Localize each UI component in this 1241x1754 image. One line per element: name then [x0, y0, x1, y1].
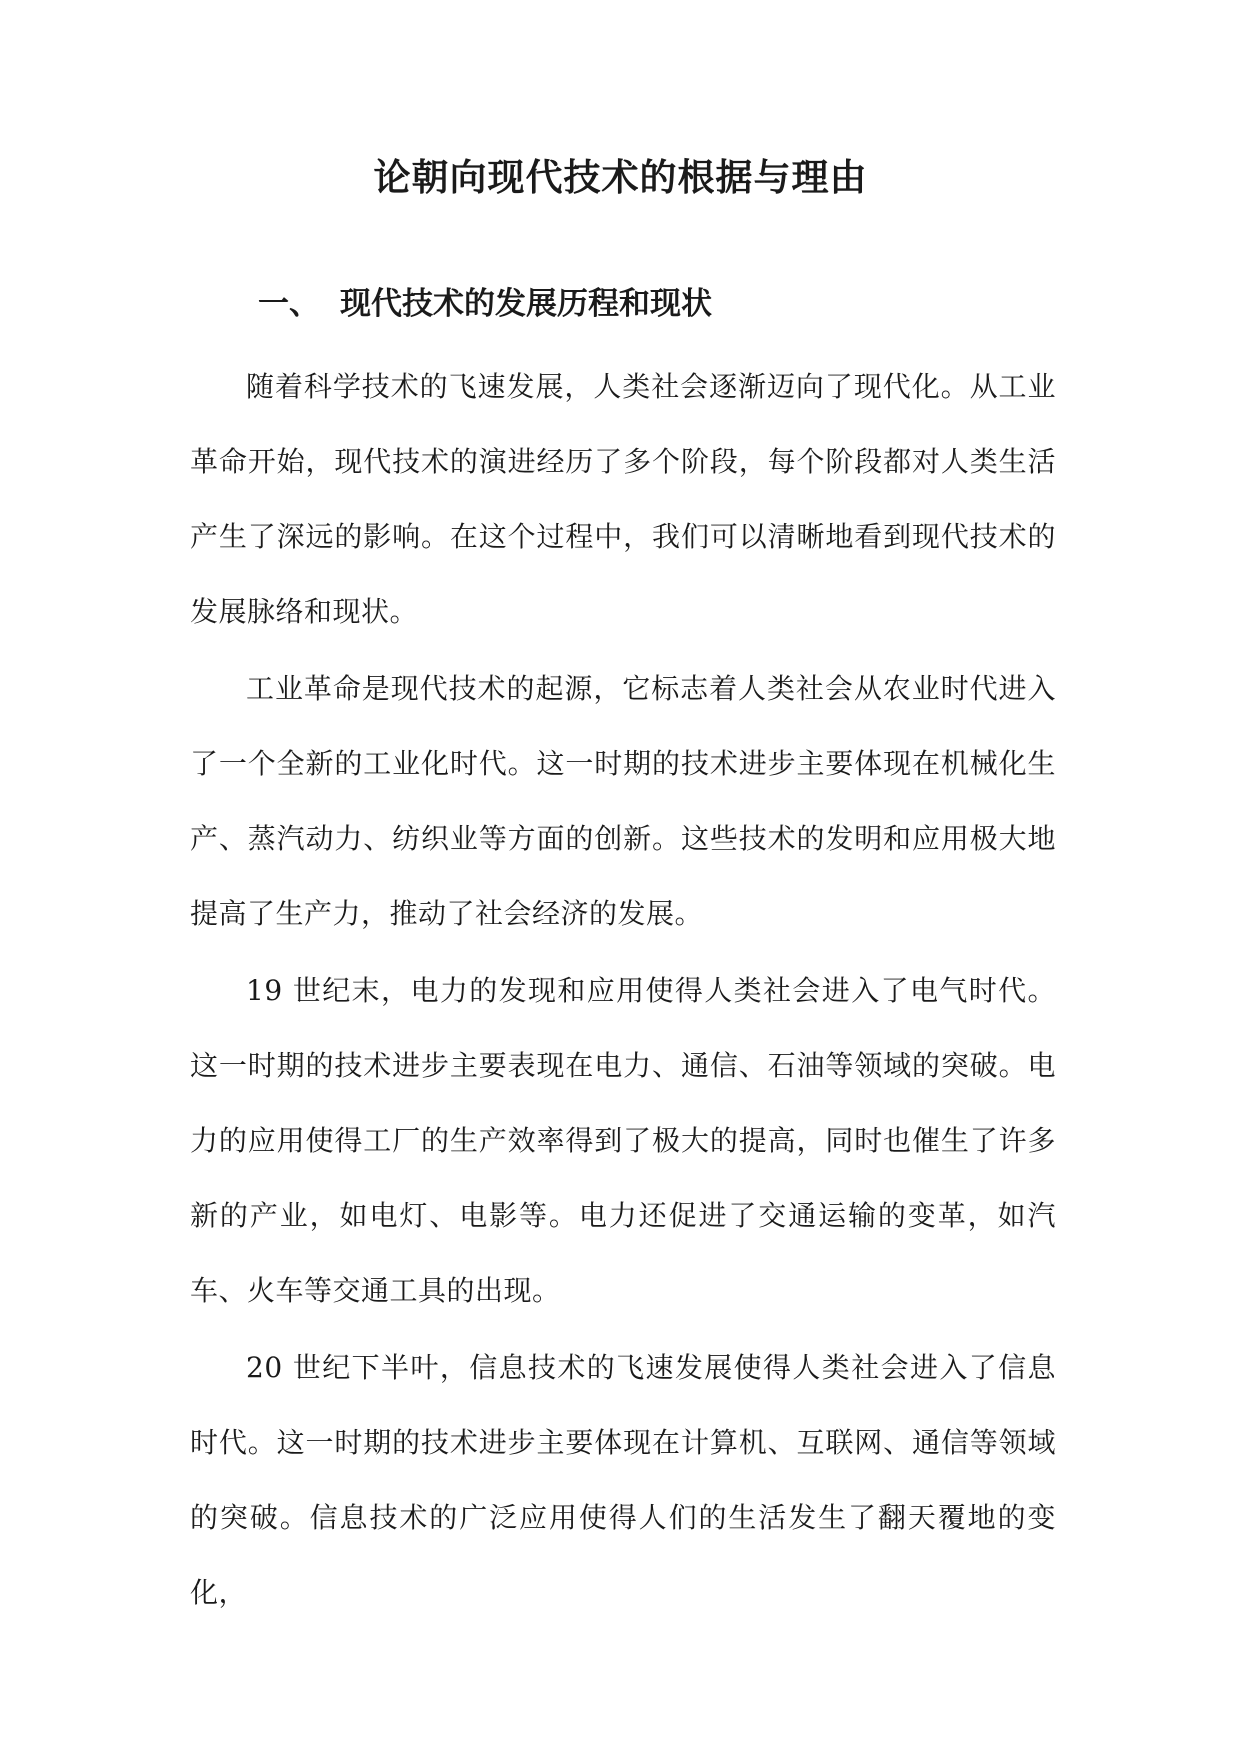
body-paragraph-3: 19 世纪末，电力的发现和应用使得人类社会进入了电气时代。这一时期的技术进步主要表现在电力、通信、石油等领域的突破。电力的应用使得工厂的生产效率得到了极大的提高，同时也催生了许多新的产业，如电灯、电影等。电力还促进了交通运输的变革，如汽车、火车等交通工具的出现。: [190, 974, 1056, 1307]
section-heading: [258, 276, 712, 332]
body-paragraph-2: 工业革命是现代技术的起源，它标志着人类社会从农业时代进入了一个全新的工业化时代。这一时期的技术进步主要体现在机械化生产、蒸汽动力、纺织业等方面的创新。这些技术的发明和应用极大地提高了生产力，推动了社会经济的发展。: [190, 672, 1056, 930]
section-number: 一、: [258, 286, 320, 322]
document-title: 论朝向现代技术的根据与理由: [373, 156, 868, 199]
body-paragraph-1: 随着科学技术的飞速发展，人类社会逐渐迈向了现代化。从工业革命开始，现代技术的演进经历了多个阶段，每个阶段都对人类生活产生了深远的影响。在这个过程中，我们可以清晰地看到现代技术的发展脉络和现状。: [190, 370, 1056, 628]
body-paragraph-4: 20 世纪下半叶，信息技术的飞速发展使得人类社会进入了信息时代。这一时期的技术进步主要体现在计算机、互联网、通信等领域的突破。信息技术的广泛应用使得人们的生活发生了翻天覆地的变化，: [190, 1351, 1056, 1609]
section-title: 现代技术的发展历程和现状: [340, 286, 712, 322]
